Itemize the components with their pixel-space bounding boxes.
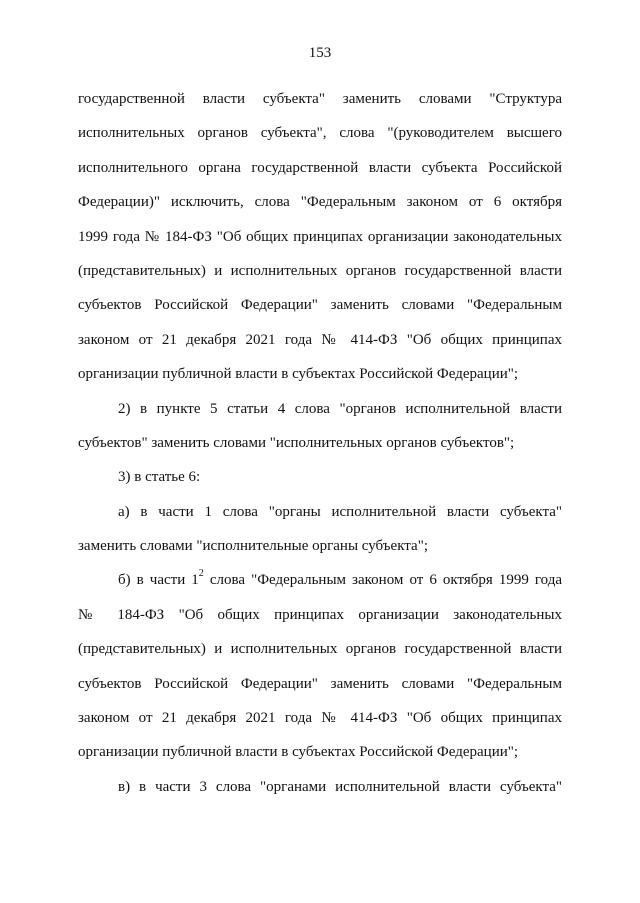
line-text-before-superscript: б) в части 1	[118, 572, 199, 589]
page-number: 153	[308, 45, 332, 61]
text-line: субъектов" заменить словами "исполнительных органов субъектов";	[78, 434, 515, 451]
text-line: 1999 года № 184-ФЗ "Об общих принципах организации законодательных	[78, 228, 562, 245]
text-line: в) в части 3 слова "органами исполнительной власти субъекта"	[118, 778, 562, 795]
text-line: исполнительного органа государственной власти субъекта Российской	[78, 159, 562, 176]
text-line: № 184-ФЗ "Об общих принципах организации законодательных	[78, 606, 562, 623]
body-text	[78, 82, 562, 804]
text-line: 3) в статье 6:	[118, 469, 201, 486]
text-line: организации публичной власти в субъектах Российской Федерации";	[78, 366, 519, 383]
text-line: законом от 21 декабря 2021 года № 414-ФЗ "Об общих принципах	[78, 331, 562, 348]
text-line: (представительных) и исполнительных органов государственной власти	[78, 262, 562, 279]
text-line: а) в части 1 слова "органы исполнительной власти субъекта"	[118, 503, 562, 520]
superscript: 2	[198, 568, 204, 580]
text-line: организации публичной власти в субъектах Российской Федерации";	[78, 744, 519, 761]
line-text-after-superscript: слова "Федеральным законом от 6 октября 1999 года	[203, 572, 562, 589]
text-line: государственной власти субъекта" заменить словами "Структура	[78, 91, 562, 107]
text-line: субъектов Российской Федерации" заменить словами "Федеральным	[78, 675, 562, 692]
text-line: 2) в пункте 5 статьи 4 слова "органов исполнительной власти	[118, 400, 562, 417]
text-line-with-superscript	[78, 563, 562, 597]
text-line: заменить словами "исполнительные органы субъекта";	[78, 538, 428, 555]
text-line: исполнительных органов субъекта", слова "(руководителем высшего	[78, 125, 562, 142]
text-line: (представительных) и исполнительных органов государственной власти	[78, 641, 562, 658]
text-line: субъектов Российской Федерации" заменить словами "Федеральным	[78, 297, 562, 314]
text-line: законом от 21 декабря 2021 года № 414-ФЗ "Об общих принципах	[78, 710, 562, 727]
text-line: Федерации)" исключить, слова "Федеральным законом от 6 октября	[78, 194, 562, 211]
